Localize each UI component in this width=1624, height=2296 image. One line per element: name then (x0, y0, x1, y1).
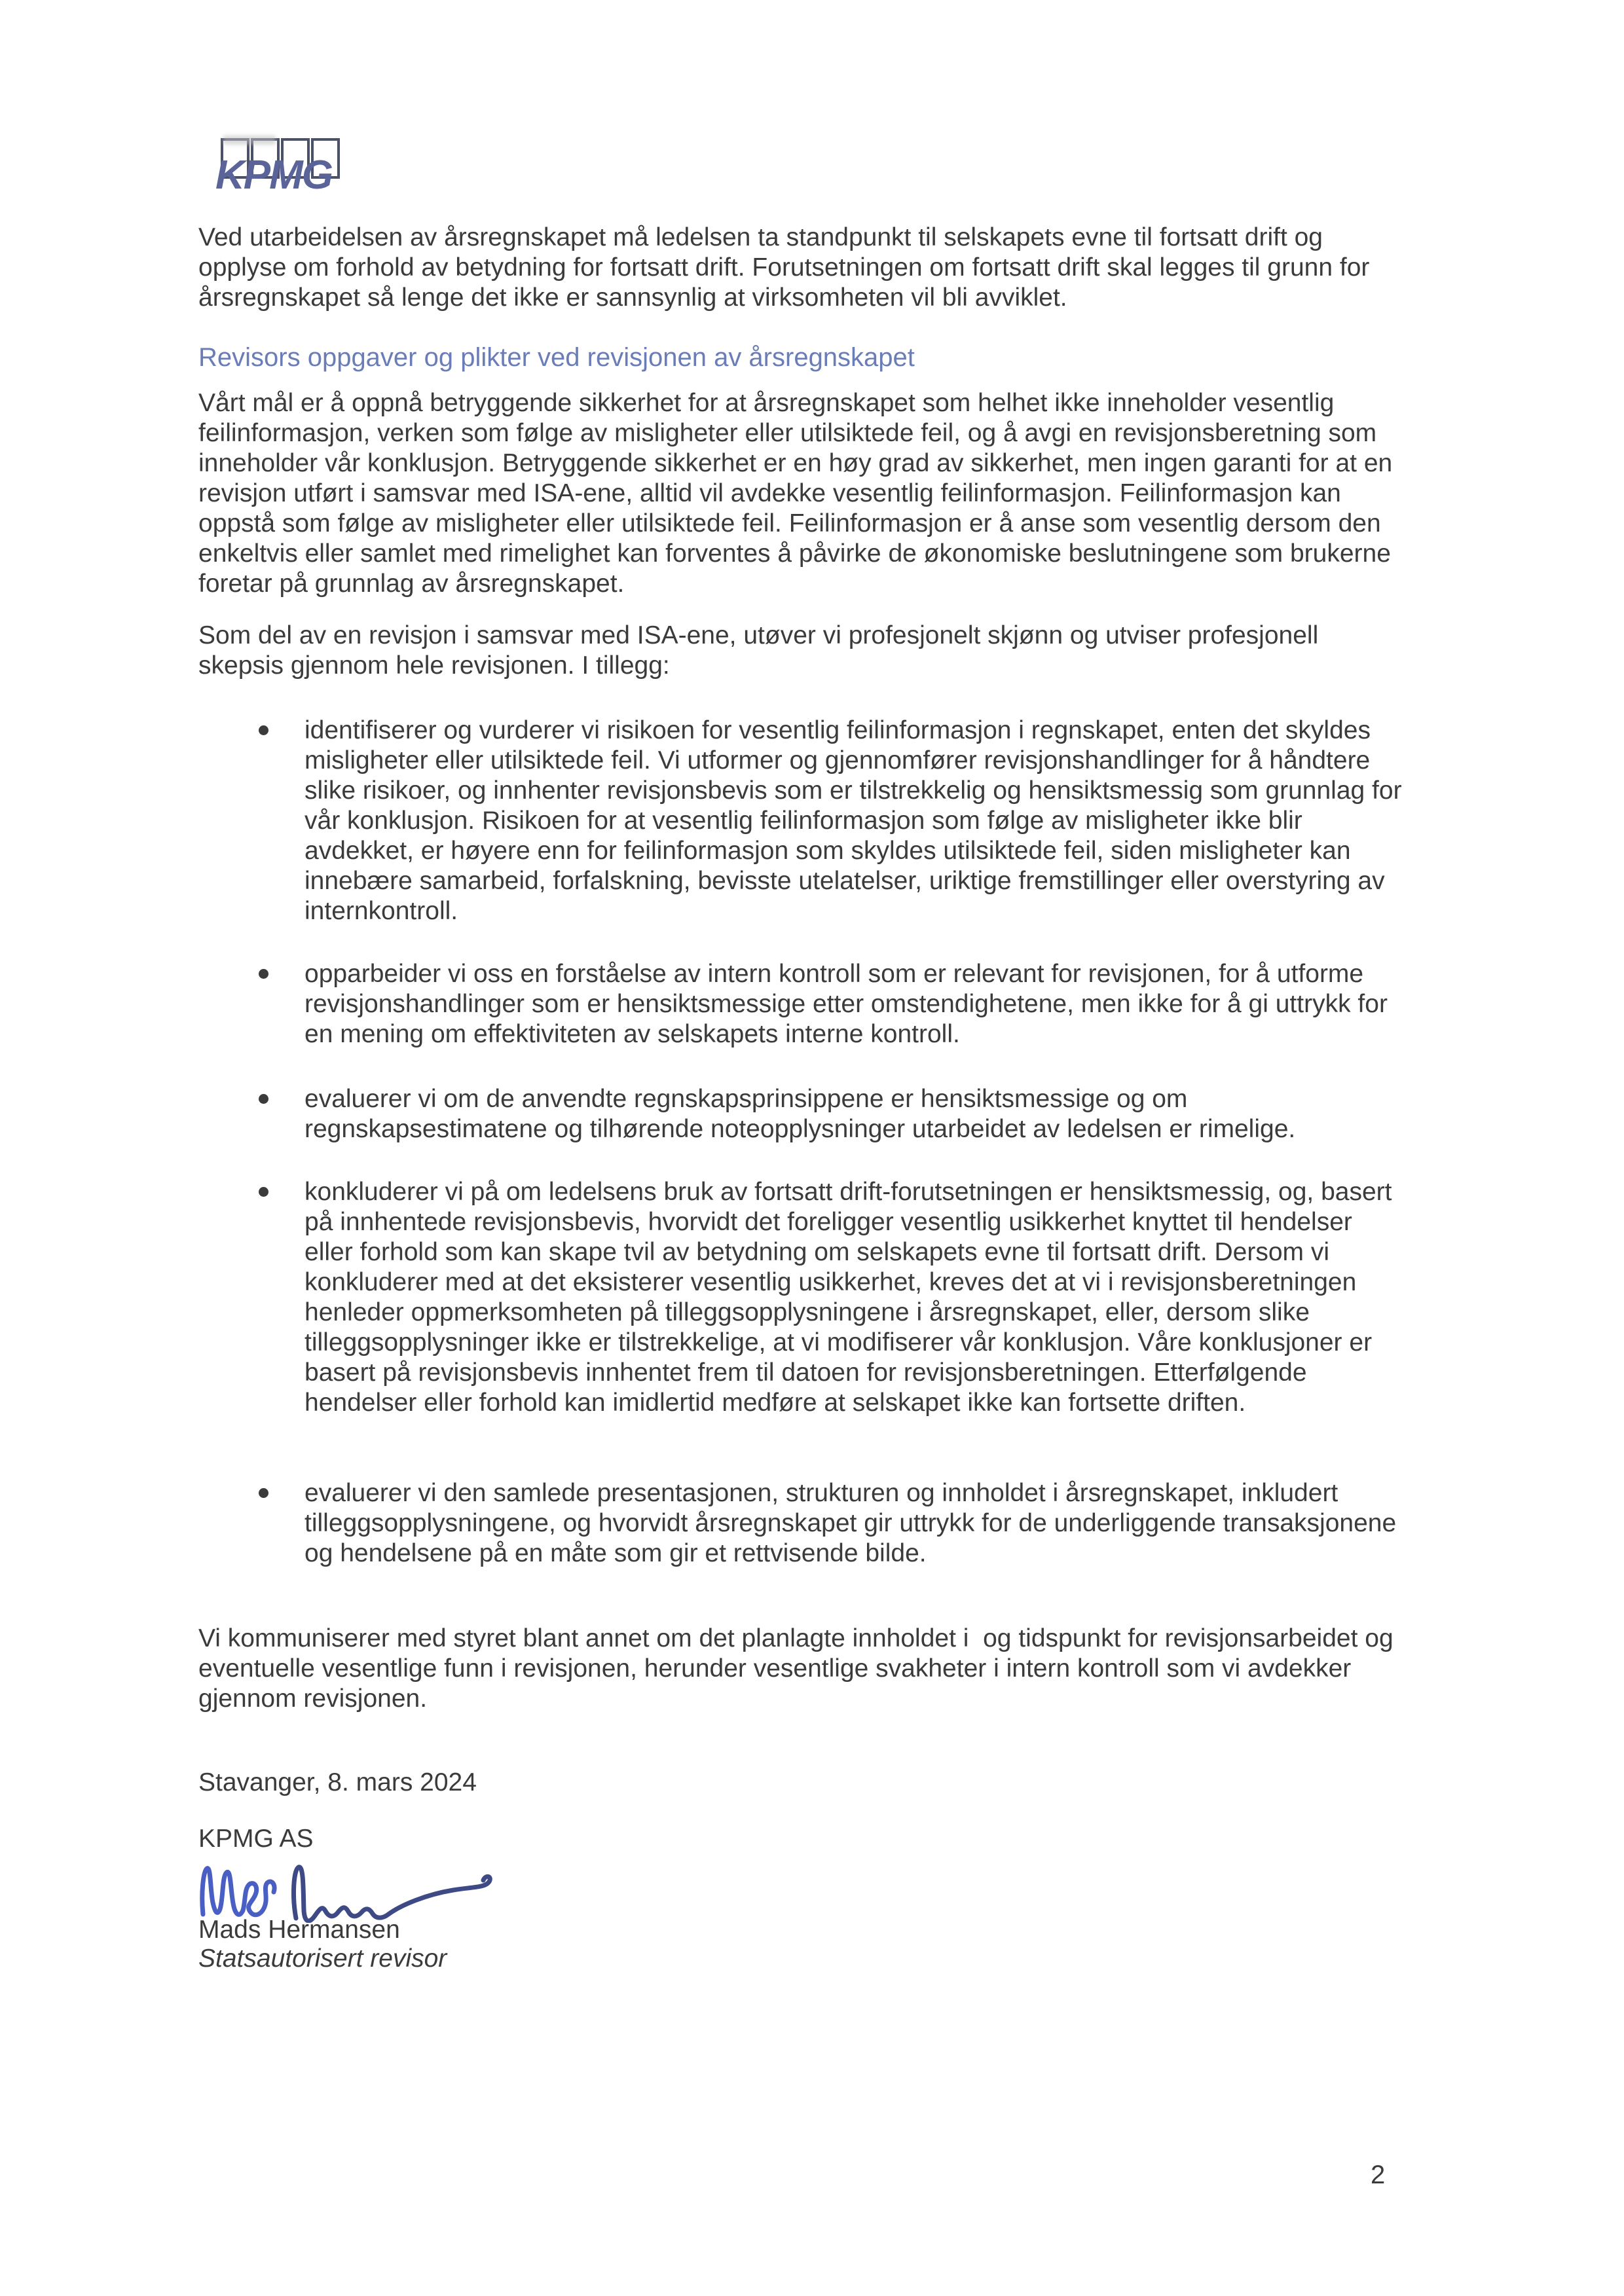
bullet-item-accounting-principles (198, 1084, 1407, 1144)
bullet-item-internal-control (198, 959, 1407, 1049)
paragraph-objective: Vårt mål er å oppnå betryggende sikkerhet for at årsregnskapet som helhet ikke inneholder vesentlig feilinformasjon, verken som følge av misligheter eller utilsiktede feil, og å avgi en revisjonsberetning som inneholder vår konklusjon. Betryggende sikkerhet er en høy grad av sikkerhet, men ingen garanti for at en revisjon utført i samsvar med ISA-ene, alltid vil avdekke vesentlig feilinformasjon. Feilinformasjon kan oppstå som følge av misligheter eller utilsiktede feil. Feilinformasjon er å anse som vesentlig dersom den enkeltvis eller samlet med rimelighet kan forventes å påvirke de økonomiske beslutningene som brukerne foretar på grunnlag av årsregnskapet. (198, 389, 1400, 598)
paragraph-isa-intro: Som del av en revisjon i samsvar med ISA-ene, utøver vi profesjonelt skjønn og utviser profesjonell skepsis gjennom hele revisjonen. I tillegg: (198, 621, 1326, 680)
signer-title: Statsautorisert revisor (198, 1944, 447, 1973)
bullet-dot-icon (259, 1187, 268, 1197)
bullet-dot-icon (259, 1094, 268, 1104)
kpmg-logo-text: KPMG (215, 153, 332, 198)
place-and-date: Stavanger, 8. mars 2024 (198, 1768, 477, 1796)
page-number: 2 (1371, 2160, 1386, 2189)
paragraph-communication: Vi kommuniserer med styret blant annet om det planlagte innholdet i og tidspunkt for revisjonsarbeidet og eventuelle vesentlige funn i revisjonen, herunder vesentlige svakheter i intern kontroll som vi avdekker gjennom revisjonen. (198, 1624, 1401, 1713)
paragraph-going-concern: Ved utarbeidelsen av årsregnskapet må ledelsen ta standpunkt til selskapets evne til fortsatt drift og opplyse om forhold av betydning for fortsatt drift. Forutsetningen om fortsatt drift skal legges til grunn for årsregnskapet så lenge det ikke er sannsynlig at virksomheten vil bli avviklet. (198, 223, 1377, 312)
bullet-dot-icon (259, 1488, 268, 1498)
bullet-dot-icon (259, 725, 268, 735)
bullet-item-risk-assessment (198, 716, 1407, 926)
signer-name: Mads Hermansen (198, 1916, 400, 1944)
bullet-text: evaluerer vi den samlede presentasjonen, strukturen og innholdet i årsregnskapet, inkludert tilleggsopplysningene, og hvorvidt årsregnskapet gir uttrykk for de underliggende transaksjonene og hendelsene på en måte som gir et rettvisende bilde. (304, 1479, 1404, 1567)
firm-name: KPMG AS (198, 1825, 314, 1853)
kpmg-logo (215, 134, 349, 206)
bullet-item-overall-presentation (198, 1478, 1407, 1569)
bullet-text: opparbeider vi oss en forståelse av intern kontroll som er relevant for revisjonen, for å utforme revisjonshandlinger som er hensiktsmessige etter omstendighetene, men ikke for å gi uttrykk for en mening om effektiviteten av selskapets interne kontroll. (304, 960, 1395, 1048)
section-heading-auditor-responsibilities: Revisors oppgaver og plikter ved revisjonen av årsregnskapet (198, 343, 915, 372)
bullet-text: konkluderer vi på om ledelsens bruk av fortsatt drift-forutsetningen er hensiktsmessig, og, basert på innhentede revisjonsbevis, hvorvidt det foreligger vesentlig usikkerhet knyttet til hendelser eller forhold som kan skape tvil av betydning om selskapets evne til fortsatt drift. Dersom vi konkluderer med at det eksisterer vesentlig usikkerhet, kreves det at vi i revisjonsberetningen henleder oppmerksomheten på tilleggsopplysningene i årsregnskapet, eller, dersom slike tilleggsopplysninger ikke er tilstrekkelige, at vi modifiserer vår konklusjon. Våre konklusjoner er basert på revisjonsbevis innhentet frem til datoen for revisjonsberetningen. Etterfølgende hendelser eller forhold kan imidlertid medføre at selskapet ikke kan fortsette driften. (304, 1178, 1399, 1417)
bullet-dot-icon (259, 969, 268, 979)
handwritten-signature-image (196, 1854, 504, 1923)
bullet-text: identifiserer og vurderer vi risikoen for vesentlig feilinformasjon i regnskapet, enten det skyldes misligheter eller utilsiktede feil. Vi utformer og gjennomfører revisjonshandlinger for å håndtere slike risikoer, og innhenter revisjonsbevis som er tilstrekkelig og hensiktsmessig som grunnlag for vår konklusjon. Risikoen for at vesentlig feilinformasjon som følge av misligheter ikke blir avdekket, er høyere enn for feilinformasjon som skyldes utilsiktede feil, siden misligheter kan innebære samarbeid, forfalskning, bevisste utelatelser, uriktige fremstillinger eller overstyring av internkontroll. (304, 716, 1409, 925)
bullet-text: evaluerer vi om de anvendte regnskapsprinsippene er hensiktsmessige og om regnskapsestimatene og tilhørende noteopplysninger utarbeidet av ledelsen er rimelige. (304, 1085, 1296, 1143)
bullet-item-going-concern-conclusion (198, 1177, 1407, 1418)
scan-smudge-artifact (223, 136, 276, 145)
